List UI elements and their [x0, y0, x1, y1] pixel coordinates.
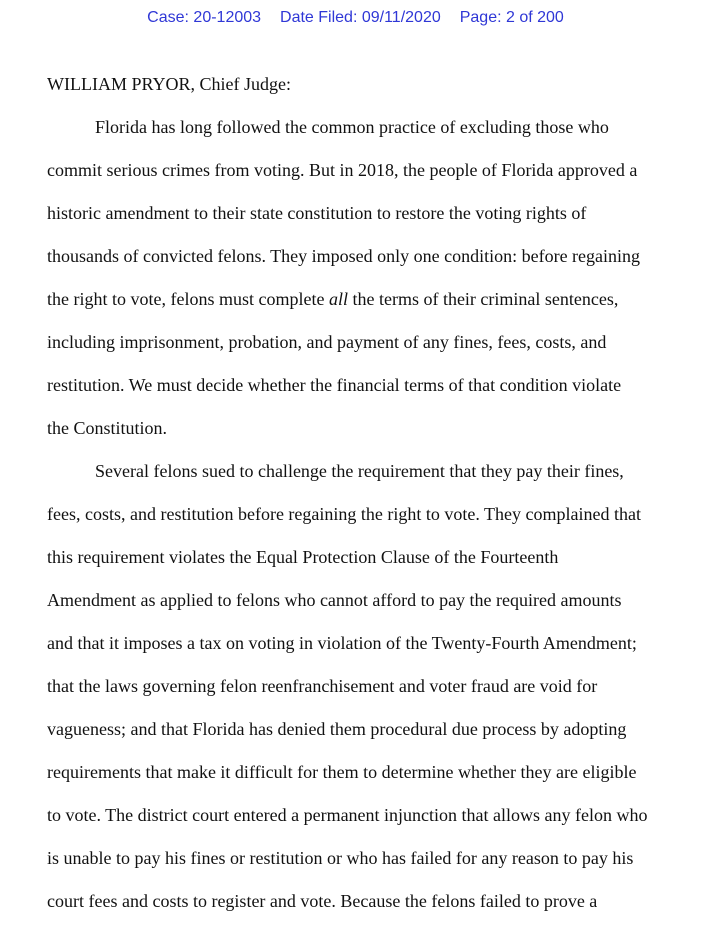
- paragraph-2-line: this requirement violates the Equal Protection Clause of the Fourteenth: [47, 547, 559, 567]
- paragraph-1-line: thousands of convicted felons. They imposed only one condition: before regaining: [47, 246, 641, 266]
- page-number: Page: 2 of 200: [459, 9, 564, 26]
- paragraph-1-line: [47, 287, 618, 311]
- case-header: [0, 9, 711, 27]
- emphasis-text: all: [328, 289, 348, 309]
- paragraph-1-line: including imprisonment, probation, and payment of any fines, fees, costs, and: [47, 332, 607, 352]
- paragraph-1-line: the Constitution.: [47, 418, 168, 438]
- paragraph-2-line: requirements that make it difficult for them to determine whether they are eligible: [47, 762, 637, 782]
- paragraph-2-line: court fees and costs to register and vote. Because the felons failed to prove a: [47, 891, 598, 911]
- author-line: WILLIAM PRYOR, Chief Judge:: [47, 74, 291, 94]
- text-run: the right to vote, felons must complete: [47, 289, 329, 309]
- paragraph-2-line: Several felons sued to challenge the requirement that they pay their fines,: [95, 461, 624, 481]
- paragraph-2-line: to vote. The district court entered a permanent injunction that allows any felon who: [47, 805, 648, 825]
- paragraph-2-line: that the laws governing felon reenfranchisement and voter fraud are void for: [47, 676, 598, 696]
- paragraph-1-line: restitution. We must decide whether the financial terms of that condition violate: [47, 375, 622, 395]
- date-filed: Date Filed: 09/11/2020: [280, 9, 441, 26]
- paragraph-1-line: Florida has long followed the common practice of excluding those who: [95, 117, 609, 137]
- paragraph-1-line: historic amendment to their state constitution to restore the voting rights of: [47, 203, 587, 223]
- paragraph-2-line: Amendment as applied to felons who cannot afford to pay the required amounts: [47, 590, 622, 610]
- case-number: Case: 20-12003: [147, 9, 262, 26]
- paragraph-2-line: fees, costs, and restitution before regaining the right to vote. They complained that: [47, 504, 641, 524]
- paragraph-2-line: and that it imposes a tax on voting in violation of the Twenty-Fourth Amendment;: [47, 633, 637, 653]
- paragraph-2-line: vagueness; and that Florida has denied them procedural due process by adopting: [47, 719, 627, 739]
- paragraph-1-line: commit serious crimes from voting. But in 2018, the people of Florida approved a: [47, 160, 638, 180]
- paragraph-2-line: is unable to pay his fines or restitution or who has failed for any reason to pay his: [47, 848, 634, 868]
- text-run: the terms of their criminal sentences,: [347, 289, 619, 309]
